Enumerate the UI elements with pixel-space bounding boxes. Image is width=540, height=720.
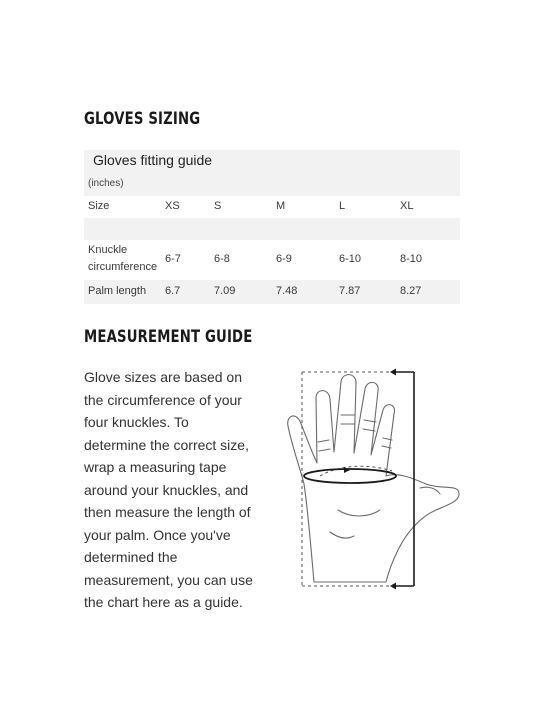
- fitting-guide-title: Gloves fitting guide: [93, 152, 213, 168]
- size-xl-header: XL: [400, 200, 414, 212]
- palm-xl-value: 8.27: [400, 285, 422, 297]
- size-m-header: M: [276, 200, 286, 212]
- knuckle-xl-value: 8-10: [400, 253, 423, 265]
- instruction-line: the chart here as a guide.: [84, 594, 243, 610]
- measurement-instructions: [84, 366, 274, 614]
- knuckle-xs-value: 6-7: [165, 253, 181, 265]
- knuckle-l-value: 6-10: [339, 253, 362, 265]
- size-l-header: L: [339, 200, 346, 212]
- knuckle-m-value: 6-9: [276, 253, 292, 265]
- instruction-line: around your knuckles, and: [84, 481, 249, 498]
- knuckle-s-value: 6-8: [214, 253, 230, 265]
- palm-m-value: 7.48: [276, 285, 298, 297]
- instruction-line: your palm. Once you've: [84, 526, 231, 543]
- instruction-line: determine the correct size,: [84, 436, 249, 453]
- instruction-line: Glove sizes are based on: [84, 369, 242, 385]
- knuckle-label-line2: circumference: [88, 261, 158, 273]
- instruction-line: the circumference of your: [84, 391, 242, 408]
- knuckle-label-line1: Knuckle: [88, 244, 128, 256]
- gloves-sizing-title: GLOVES SIZING: [84, 109, 201, 129]
- hand-measurement-icon: [280, 360, 470, 600]
- measurement-guide-title: MEASUREMENT GUIDE: [84, 327, 253, 347]
- size-header-label: Size: [88, 200, 110, 212]
- instruction-line: determined the: [84, 549, 178, 565]
- instruction-line: wrap a measuring tape: [84, 459, 227, 475]
- palm-length-label: Palm length: [88, 285, 147, 297]
- size-s-header: S: [214, 200, 222, 212]
- instruction-line: then measure the length of: [84, 504, 251, 520]
- size-xs-header: XS: [165, 200, 180, 212]
- instruction-line: four knuckles. To: [84, 414, 189, 430]
- palm-s-value: 7.09: [214, 285, 236, 297]
- instruction-line: measurement, you can use: [84, 571, 253, 588]
- palm-xs-value: 6.7: [165, 285, 181, 297]
- table-spacer-band: [84, 218, 460, 240]
- palm-l-value: 7.87: [339, 285, 361, 297]
- unit-label: (inches): [88, 178, 124, 189]
